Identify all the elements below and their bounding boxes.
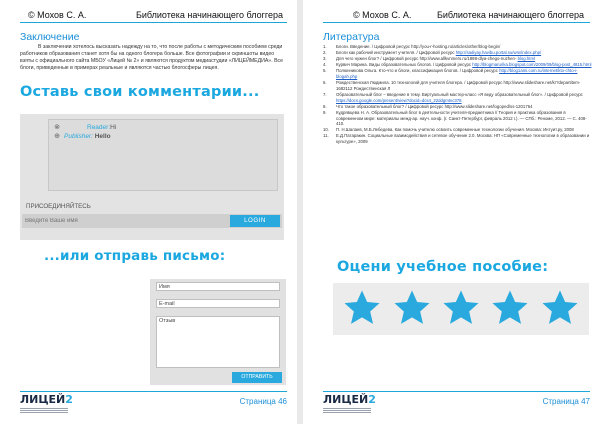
reference-number: 6. (323, 80, 327, 86)
reader-value: Hi (110, 124, 117, 131)
star-icon[interactable] (441, 288, 481, 328)
reference-number: 11. (323, 133, 329, 139)
reference-item (323, 133, 593, 144)
reference-item (323, 50, 593, 56)
join-label: ПРИСОЕДИНЯЙТЕСЬ (26, 203, 91, 210)
reference-text: Образовательный блог – введение в тему. Виртуальный мастер-класс «Я веду образовательный блог». / Цифровой ресурс (336, 91, 583, 97)
reference-number: 3. (323, 56, 327, 62)
reference-item (323, 56, 593, 62)
reference-text: Кудрявцева Н. А. Образовательный блог в деятельности учителя-предметника // Теория и практика образования в современном мире: материалы межд-ар. науч. конф. (г. Санкт-Петербург, февраль 2012 г.). — СПб.: Реноме, 2012. — С. 408-410. (336, 109, 587, 127)
section-title-conclusion: Заключение (20, 31, 80, 43)
logo-subtitle-lines (323, 408, 371, 412)
right-page (303, 0, 600, 424)
email-form (150, 279, 286, 385)
reference-item (323, 110, 593, 127)
logo-text: ЛИЦЕЙ (323, 393, 369, 406)
reference-text: Рождественская Людмила. 10 технологий для учителя блогера. / Цифровой ресурс http://www.slideshare.net/kr?departitem-1682112 Рождественская Л (336, 80, 581, 91)
lyceum-logo (323, 393, 376, 406)
reference-item (323, 44, 593, 50)
page-number: Страница 46 (239, 397, 287, 406)
cta-rate-heading: Оцени учебное пособие: (337, 259, 549, 275)
reference-text: Блоги. Введение. / Цифровой ресурс http://you-r-hosting.ru/articles/other/blog-begin/ (336, 44, 501, 49)
logo-number: 2 (368, 393, 376, 406)
reference-number: 2. (323, 50, 327, 56)
comment-log (48, 119, 278, 191)
reference-number: 8. (323, 103, 327, 109)
header-book-title: Библиотека начинающего блоггера (135, 10, 283, 20)
star-icon[interactable] (342, 288, 382, 328)
reference-link[interactable]: https://docs.google.com/present/view?docid=dcs4_22ddgmtvc378 (336, 97, 462, 103)
reference-item (323, 80, 593, 91)
logo-text: ЛИЦЕЙ (20, 393, 66, 406)
star-rating (333, 283, 589, 335)
reference-link[interactable]: blog.html (517, 56, 536, 62)
close-icon[interactable]: ⊗ (54, 124, 60, 131)
left-page (0, 0, 297, 424)
header-divider (20, 22, 287, 23)
name-field[interactable]: Имя (156, 282, 280, 291)
login-button[interactable]: LOGIN (230, 215, 280, 227)
login-row (22, 214, 282, 228)
conclusion-paragraph: В заключении хотелось высказать надежду на то, что после работы с методическим пособием среди работников образования станет хотя бы на одного блогера больше. Все фотографии и скриншоты видео взяты с официального сайта МБОУ «Лицей № 2» и являются продуктом медиастудии «ЛИЦЕЙМЕДИА». Все блоги, приведенные в примерах реальные и являются частью блогосферы лицея. (20, 44, 284, 71)
add-icon[interactable]: ⊕ (54, 133, 60, 140)
header-author: © Мохов С. А. (28, 10, 87, 20)
reference-text: Курвич Марина. Виды образовательных блогов. / Цифровой ресурс (336, 62, 472, 68)
references-list (323, 44, 593, 145)
header-divider (323, 22, 590, 23)
cta-email-heading: ...или отправь письмо: (44, 248, 226, 264)
reference-text: Блоги как рабочий инструмент учителя. / Цифровой ресурс (336, 50, 455, 56)
logo-number: 2 (65, 393, 73, 406)
publisher-message (64, 133, 111, 140)
publisher-label: Publisher: (64, 133, 93, 140)
reference-text: Е.Д.Патаракин. Социальные взаимодействия и сетевое обучение 2.0. Москва: НП «Современные технологии в образовании и культуре», 2009 (336, 133, 590, 145)
page-header (0, 10, 297, 22)
reference-item (323, 68, 593, 79)
reference-number: 9. (323, 109, 327, 115)
reference-item (323, 104, 593, 110)
footer-divider (323, 391, 590, 392)
page-number: Страница 47 (542, 397, 590, 406)
comment-widget (20, 114, 284, 240)
publisher-value: Hello (94, 133, 111, 140)
section-title-literature: Литература (323, 31, 380, 43)
reader-message (87, 124, 116, 131)
star-icon[interactable] (540, 288, 580, 328)
footer-divider (20, 391, 287, 392)
reference-link[interactable]: http://blog1ami.com.ru/internet/kto-chto-i-blogah.php (336, 68, 578, 80)
reference-item (323, 62, 593, 68)
reference-text: Полюнникова Ольга. Кто-что и блоги, классификация блогов. / Цифровой ресурс (336, 68, 498, 74)
cta-comments-heading: Оставь свои комментарии... (20, 84, 260, 100)
reference-text: П. Н.Шалаев, М.Б.Лебедева. Как помочь учителю освоить современные технологии обучения. Москва: Интуит.ру, 2008 (336, 127, 574, 133)
reader-label: Reader: (87, 124, 111, 131)
reference-number: 4. (323, 62, 327, 68)
send-button[interactable]: ОТПРАВИТЬ (232, 372, 282, 383)
email-field[interactable]: E-mail (156, 299, 280, 308)
header-book-title: Библиотека начинающего блоггера (436, 10, 584, 20)
star-icon[interactable] (392, 288, 432, 328)
reference-text: Что такое образовательный блог? / Цифровой ресурс http://www.slideshare.net/logoped/ss-1201764 (336, 103, 533, 109)
page-header (303, 10, 600, 22)
reference-link[interactable]: http://blogmarurika.blogspot.com/2009/09/blog-post_4815.html (472, 62, 592, 68)
message-field[interactable]: Отзыв (156, 316, 280, 368)
reference-text: Для чего нужен блог? / Цифровой ресурс http://www.allkvnmers.ru/1888-dlya-chego-nuzhen- (336, 56, 517, 62)
reference-item (323, 127, 593, 133)
header-author: © Мохов С. А. (353, 10, 412, 20)
star-icon[interactable] (490, 288, 530, 328)
logo-subtitle-lines (20, 408, 68, 412)
reference-number: 7. (323, 91, 327, 97)
name-input[interactable] (25, 216, 225, 226)
lyceum-logo (20, 393, 73, 406)
reference-item (323, 92, 593, 103)
reference-number: 5. (323, 68, 327, 74)
reference-link[interactable]: http://sadiyay.havibu.portal.su/wm/index.php/ (455, 50, 542, 56)
reference-number: 10. (323, 127, 329, 133)
reference-number: 1. (323, 44, 327, 49)
